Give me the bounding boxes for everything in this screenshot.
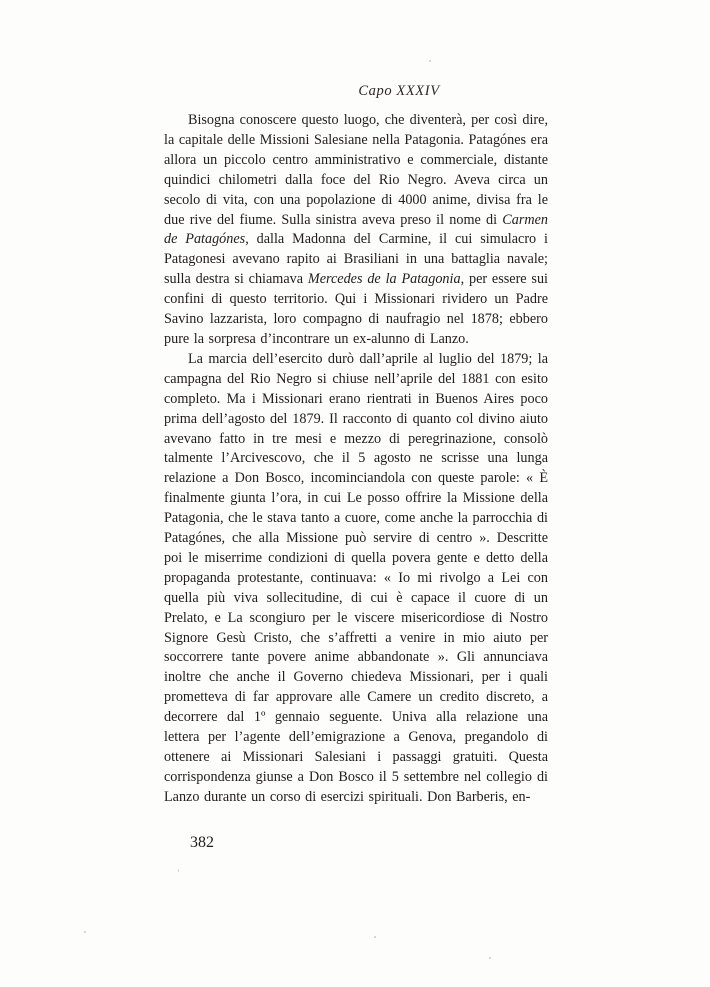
text-segment: La marcia dell’esercito durò dall’aprile al luglio del 1879; la campagna del Rio Negro si chiuse nell’aprile del 1881 con esito completo. Ma i Missionari erano rientrati in Buenos Aires poco prima dell’agosto del 1879. Il racconto di quanto col divino aiuto avevano fatto in tre mesi e mezzo di peregrinazione, consolò talmente l’Arcivescovo, che il 5 agosto ne scrisse una lunga relazione a Don Bosco, incominciandola con queste parole: « È finalmente giunta l’ora, in cui Le posso offrire la Missione della Patagonia, che le stava tanto a cuore, come anche la parrocchia di Patagónes, che alla Missione può servire di centro ». Descritte poi le miserrime condizioni di quella povera gente e detto della propaganda protestante, continuava: « Io mi rivolgo a Lei con quella più viva sollecitudine, di cui è capace il cuore di un Prelato, e La scongiuro per le viscere misericordiose di Nostro Signore Gesù Cristo, che s’affretti a venire in mio aiuto per soccorrere tante povere anime abbandonate ». Gli annunciava inoltre che anche il Governo chiedeva Missionari, per i quali prometteva di far approvare alle Camere un credito discreto, a decorrere dal 1º gennaio seguente. Univa alla relazione una lettera per l’agente dell’emigrazione a Genova, pregandolo di ottenere ai Missionari Salesiani i passaggi gratuiti. Questa corrispondenza giunse a Don Bosco il 5 settembre nel collegio di Lanzo durante un corso di esercizi spirituali. Don Barberis, en- xyxy=(164,350,548,805)
paragraph xyxy=(164,111,548,350)
text-segment: Bisogna conoscere questo luogo, che diventerà, per così dire, la capitale delle Missioni Salesiane nella Patagonia. Patagónes era allora un piccolo centro amministrativo e commerciale, distante quindici chilometri dalla foce del Rio Negro. Aveva circa un secolo di vita, con una popolazione di 4000 anime, divisa fra le due rive del fiume. Sulla sinistra aveva preso il nome di xyxy=(164,112,548,228)
scan-speck xyxy=(489,957,491,959)
italic-text-segment: Carmen de Patagónes xyxy=(164,211,548,248)
page-body xyxy=(164,111,548,808)
text-segment: , per essere sui confini di questo territorio. Qui i Missionari rividero un Padre Savino lazzarista, loro compagno di naufragio nel 1878; ebbero pure la sorpresa d’incontrare un ex-alunno di Lanzo. xyxy=(164,271,548,347)
scan-speck xyxy=(84,931,86,933)
paragraph xyxy=(164,350,548,808)
chapter-heading: Capo XXXIV xyxy=(358,83,440,99)
text-segment: , dalla Madonna del Carmine, il cui simulacro i Patagonesi avevano rapito ai Brasiliani in una battaglia navale; sulla destra si chiamava xyxy=(164,231,548,288)
scan-speck xyxy=(374,936,376,938)
scan-speck xyxy=(178,869,179,872)
italic-text-segment: Mercedes de la Patagonia xyxy=(307,271,461,288)
scan-speck xyxy=(429,60,431,62)
page-number: 382 xyxy=(190,834,214,851)
